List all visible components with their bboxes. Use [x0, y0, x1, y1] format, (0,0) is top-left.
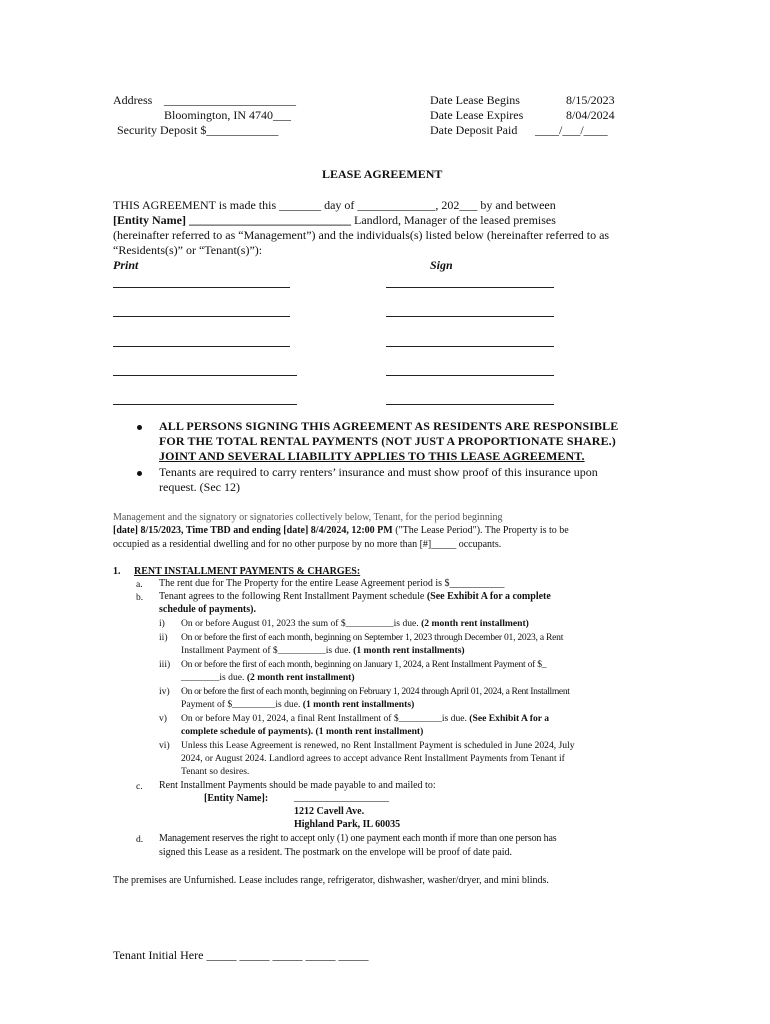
subitem-iv-line-1: On or before the first of each month, beginning on February 1, 2024 through April 01, 2024, a Rent Installment [181, 686, 570, 697]
item-b-line-2: schedule of payments). [159, 604, 256, 615]
security-deposit: Security Deposit $____________ [117, 123, 279, 137]
item-c-text: Rent Installment Payments should be made payable to and mailed to: [159, 780, 436, 791]
date-deposit-paid-label: Date Deposit Paid [430, 123, 518, 137]
subitem-iv-num: iv) [159, 686, 170, 697]
payee-address-line-1: 1212 Cavell Ave. [294, 806, 365, 817]
subitem-vi-line-2: 2024, or August 2024. Landlord agrees to accept advance Rent Installment Payments from Tenant if [181, 753, 565, 764]
subitem-ii-num: ii) [159, 632, 168, 643]
sign-label: Sign [430, 258, 453, 272]
tenant-initial-line[interactable]: Tenant Initial Here _____ _____ _____ _____ _____ [113, 948, 369, 962]
document-title: LEASE AGREEMENT [322, 167, 443, 181]
city-line: Bloomington, IN 4740___ [164, 108, 292, 122]
period-line-2 [113, 525, 569, 536]
print-label: Print [113, 258, 139, 272]
item-b-letter: b. [136, 592, 144, 603]
subitem-ii-line-1: On or before the first of each month, beginning on September 1, 2023 through December 01, 2023, a Rent [181, 632, 564, 643]
joint-liability-line-2: FOR THE TOTAL RENTAL PAYMENTS (NOT JUST A PROPORTIONATE SHARE.) [159, 434, 616, 448]
subitem-i-text: On or before August 01, 2023 the sum of $__________is due. [181, 618, 422, 629]
subitem-i-line-1 [181, 618, 529, 629]
intro-line-1: THIS AGREEMENT is made this _______ day of _____________, 202___ by and between [113, 198, 556, 212]
intro-line-3: (hereinafter referred to as “Management”) and the individuals(s) listed below (hereinafter referred to as [113, 228, 610, 242]
subitem-iii-num: iii) [159, 659, 171, 670]
period-dates: [date] 8/15/2023, Time TBD and ending [date] 8/4/2024, 12:00 PM [113, 525, 393, 536]
payee-address-line-2: Highland Park, IL 60035 [294, 819, 401, 830]
subitem-v-bold: (See Exhibit A for a [469, 713, 550, 724]
sign-line-1[interactable] [386, 287, 554, 288]
item-d-letter: d. [136, 834, 144, 845]
address-blank: ______________________ [164, 93, 296, 107]
sign-line-5[interactable] [386, 404, 554, 405]
subitem-iv-line-2 [181, 699, 414, 710]
subitem-ii-line-2 [181, 645, 465, 656]
subitem-i-bold: (2 month rent installment) [421, 618, 529, 629]
subitem-vi-num: vi) [159, 740, 170, 751]
intro-line-2-rest: Landlord, Manager of the leased premises [350, 213, 556, 227]
item-a-text: The rent due for The Property for the entire Lease Agreement period is $___________ [159, 578, 505, 589]
subitem-iii-line-1: On or before the first of each month, beginning on January 1, 2024, a Rent Installment Payment of $_ [181, 659, 547, 670]
sign-line-3[interactable] [386, 346, 554, 347]
payee-entity-label: [Entity Name]: [204, 793, 269, 804]
joint-liability-line-1: ALL PERSONS SIGNING THIS AGREEMENT AS RESIDENTS ARE RESPONSIBLE [159, 419, 619, 433]
print-line-4[interactable] [113, 375, 297, 376]
item-d-line-1: Management reserves the right to accept only (1) one payment each month if more than one person has [159, 833, 557, 844]
sign-line-2[interactable] [386, 316, 554, 317]
subitem-iii-bold: (2 month rent installment) [246, 672, 355, 683]
bullet-icon [137, 425, 142, 430]
subitem-vi-line-1: Unless this Lease Agreement is renewed, no Rent Installment Payment is scheduled in June 2024, July [181, 740, 575, 751]
subitem-vi-line-3: Tenant so desires. [181, 766, 250, 777]
section-1-heading: RENT INSTALLMENT PAYMENTS & CHARGES: [134, 566, 361, 577]
subitem-iii-line-2 [181, 672, 355, 683]
subitem-iii-text: ________is due. [181, 672, 247, 683]
entity-name-field: [Entity Name] ___________________________ [113, 213, 351, 227]
date-lease-begins-label: Date Lease Begins [430, 93, 520, 107]
date-lease-expires-value: 8/04/2024 [566, 108, 615, 122]
payee-entity-blank: ___________________ [294, 792, 389, 803]
sign-line-4[interactable] [386, 375, 554, 376]
subitem-ii-bold: (1 month rent installments) [353, 645, 465, 656]
joint-liability-line-3: JOINT AND SEVERAL LIABILITY APPLIES TO THIS LEASE AGREEMENT. [159, 449, 585, 463]
subitem-v-num: v) [159, 713, 167, 724]
insurance-line-2: request. (Sec 12) [159, 480, 240, 494]
date-lease-begins-value: 8/15/2023 [566, 93, 615, 107]
item-b-line-1 [159, 591, 551, 602]
bullet-icon [137, 471, 142, 476]
section-1-number: 1. [113, 566, 121, 577]
item-a-letter: a. [136, 579, 143, 590]
subitem-i-num: i) [159, 618, 165, 629]
date-lease-expires-label: Date Lease Expires [430, 108, 524, 122]
item-b-text: Tenant agrees to the following Rent Installment Payment schedule [159, 591, 425, 602]
print-line-5[interactable] [113, 404, 297, 405]
premises-line: The premises are Unfurnished. Lease includes range, refrigerator, dishwasher, washer/dryer, and mini blinds. [113, 875, 549, 886]
item-c-letter: c. [136, 781, 143, 792]
period-line-1: Management and the signatory or signatories collectively below, Tenant, for the period beginning [113, 512, 503, 523]
print-line-2[interactable] [113, 316, 290, 317]
print-line-1[interactable] [113, 287, 290, 288]
subitem-v-line-2: complete schedule of payments). (1 month rent installment) [181, 726, 424, 737]
period-line-2-rest: ("The Lease Period"). The Property is to be [392, 525, 569, 536]
subitem-v-text: On or before May 01, 2024, a final Rent Installment of $_________is due. [181, 713, 470, 724]
date-deposit-paid-value: ____/___/____ [535, 123, 608, 137]
subitem-ii-text: Installment Payment of $__________is due. [181, 645, 354, 656]
subitem-iv-bold: (1 month rent installments) [302, 699, 415, 710]
address-label: Address [113, 93, 153, 107]
item-d-line-2: signed this Lease as a resident. The postmark on the envelope will be proof of date paid. [159, 847, 513, 858]
item-b-exhibit: (See Exhibit A for a complete [424, 591, 551, 602]
intro-line-4: “Residents(s)” or “Tenant(s)”): [113, 243, 263, 257]
period-line-3: occupied as a residential dwelling and for no other purpose by no more than [#]_____ occupants. [113, 539, 502, 550]
insurance-line-1: Tenants are required to carry renters’ insurance and must show proof of this insurance upon [159, 465, 598, 479]
print-line-3[interactable] [113, 346, 290, 347]
intro-line-2 [113, 213, 556, 228]
subitem-v-line-1 [181, 713, 549, 724]
subitem-iv-text: Payment of $_________is due. [181, 699, 303, 710]
